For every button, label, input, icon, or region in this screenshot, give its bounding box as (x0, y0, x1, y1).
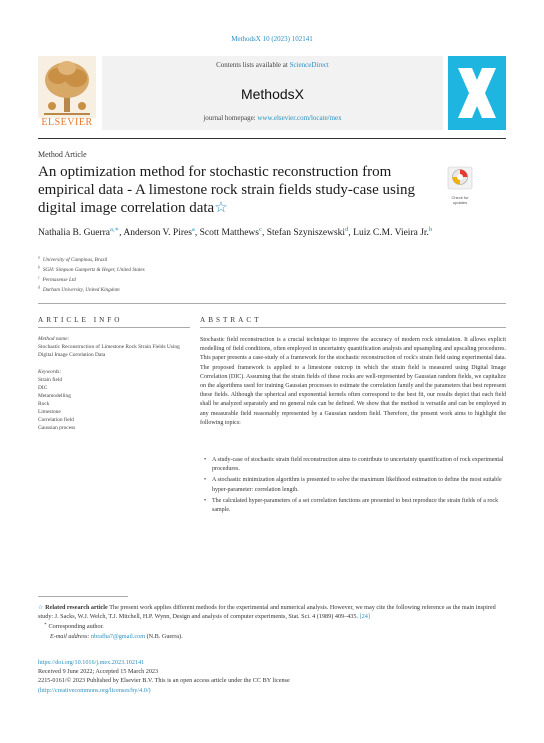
keyword-item: Correlation field (38, 417, 74, 423)
author-affiliation-mark[interactable]: c (258, 225, 262, 233)
affiliation-item: $^c$ Permasense Ltd (38, 275, 76, 283)
crossmark-label-2: updates (452, 200, 468, 205)
article-type: Method Article (38, 150, 87, 159)
author-name[interactable]: Nathalia B. Guerra (38, 228, 111, 238)
keyword-item: Rock (38, 401, 50, 407)
author-affiliation-mark[interactable]: d (345, 225, 349, 233)
reference-24-link[interactable]: [24] (359, 613, 370, 620)
article-title (38, 163, 428, 217)
elsevier-wordmark: ELSEVIER (41, 117, 93, 128)
affiliation-item: $^a$ University of Campinas, Brazil (38, 255, 108, 263)
author-affiliation-mark[interactable]: a,∗ (110, 225, 120, 233)
highlight-item: • A study-case of stochastic strain field reconstruction aims to contribute to uncertainty quantification of rock experimental procedures. (204, 456, 506, 474)
highlight-list (204, 456, 506, 517)
abstract-text: Stochastic field reconstruction is a crucial technique to improve the accuracy of modern rock simulation. It allows explicit modelling of field conditions, often employed in uncertainty quantification analysis and upsampling and upscaling procedures. This paper presents a case-study of a framework for the stochastic reconstruction of rock's strain field using experimental data. The proposed framework is applied to a limestone outcrop in which the strain field is measured using Digital Image Correlation (DIC). Assuming that the strain fields of these rocks are well-represented by Gaussian random fields, we capitalize on the algorithms used for training Gaussian processes to estimate the correlation family and the parameters that best represent these fields. Although the spherical and exponential kernels often correspond to the best fit, our results depict that each field shall be analyzed separately and no general rule can be defined. We show that the method is versatile and can be employed in any measurable field reasonably represented by a Gaussian random field. Therefore, the present work aims to highlight the following topics: (200, 337, 506, 426)
related-article-footnote: ☆ Related research article The present work applies different methods for the experimental and numerical analysis. However, we may cite the following reference as the main inspired study: J. Sacks, W.J. Welch, T.J. Mitchell, H.P. Wynn, Design and analysis of computer experiments, Stat. Sci. 4 (1989) 409–435. [24] (38, 604, 496, 620)
corresponding-author-footnote: ∗ Corresponding author. (44, 620, 104, 630)
affiliation-item: $^b$ SGH: Simpson Gumpertz & Heger, United States (38, 265, 145, 273)
keywords-label: Keywords: (38, 369, 62, 375)
footnotes (38, 603, 508, 642)
author-separator: , (261, 228, 267, 238)
keyword-list (38, 376, 188, 432)
article-info-rule (38, 327, 190, 328)
author-affiliation-mark[interactable]: b (428, 225, 433, 233)
doi-block (38, 658, 508, 695)
author-separator: , (119, 228, 124, 238)
abstract-heading: ABSTRACT (200, 316, 262, 324)
section-rule (38, 303, 506, 304)
author-separator: , (348, 228, 354, 238)
highlight-item: • The calculated hyper-parameters of a set correlation functions are presented to best reproduce the strain fields of a rock sample. (204, 497, 506, 515)
sciencedirect-link[interactable]: ScienceDirect (289, 61, 329, 69)
author-name[interactable]: Anderson V. Pires (123, 228, 192, 238)
keyword-item: Gaussian process (38, 425, 76, 431)
footnote-rule (38, 596, 128, 597)
author-name[interactable]: Luiz C.M. Vieira Jr. (353, 228, 429, 238)
keyword-item: Limestone (38, 409, 61, 415)
doi-link[interactable]: https://doi.org/10.1016/j.mex.2023.102141 (38, 659, 145, 666)
journal-name: MethodsX (240, 86, 305, 102)
journal-cover-icon (448, 56, 506, 130)
journal-homepage-link[interactable]: www.elsevier.com/locate/mex (257, 114, 342, 122)
author-name[interactable]: Scott Matthews (199, 228, 259, 238)
homepage-line: journal homepage: www.elsevier.com/locate/mex (203, 114, 342, 122)
author-list (38, 226, 438, 240)
received-dates: Received 9 June 2022; Accepted 15 March 2023 (38, 668, 159, 676)
title-footnote-mark[interactable]: ☆ (214, 200, 228, 216)
highlight-item: • A stochastic minimization algorithm is presented to solve the maximum likelihood estimation to define the most suitable hyper-parameter: correlation length. (204, 476, 506, 494)
contents-line: Contents lists available at ScienceDirect (216, 61, 329, 69)
journal-citation-link[interactable]: MethodsX 10 (2023) 102141 (231, 35, 313, 43)
header-rule (38, 138, 506, 139)
author-separator: , (194, 228, 200, 238)
elsevier-logo (38, 56, 96, 129)
affiliation-list (38, 255, 338, 295)
method-name: Stochastic Reconstruction of Limestone Rock Strain Fields Using Digital Image Correlation Data (38, 344, 180, 358)
journal-masthead (38, 56, 506, 131)
affiliation-item: $^d$ Durham University, United Kingdom (38, 285, 120, 293)
keyword-item: Strain field (38, 377, 63, 383)
license-link[interactable]: (http://creativecommons.org/licenses/by/4.0/) (38, 686, 151, 694)
keyword-item: DIC (38, 385, 48, 391)
article-info-block (38, 335, 188, 432)
crossmark-icon (447, 166, 473, 190)
copyright-line: 2215-0161/© 2023 Published by Elsevier B.V. This is an open access article under the CC BY license (38, 677, 290, 685)
method-name-label: Method name: (38, 336, 70, 342)
abstract-rule (200, 327, 506, 328)
related-article-label: Related research article (45, 604, 108, 611)
author-affiliation-mark[interactable]: a (191, 225, 195, 233)
email-footnote: E-mail address: nbrafha7@gmail.com (N.B. Guerra). (50, 633, 183, 640)
masthead-band (102, 56, 443, 130)
author-email-link[interactable]: nbrafha7@gmail.com (91, 633, 146, 640)
author-name[interactable]: Stefan Szyniszewski (266, 228, 346, 238)
article-title-text: An optimization method for stochastic reconstruction from empirical data - A limestone rock strain fields study-case using digital image correlation data (38, 164, 415, 216)
keyword-item: Metamodelling (38, 393, 71, 399)
crossmark-label-1: Check for (451, 195, 469, 200)
article-info-heading: ARTICLE INFO (38, 316, 123, 324)
crossmark-badge[interactable] (447, 166, 473, 205)
